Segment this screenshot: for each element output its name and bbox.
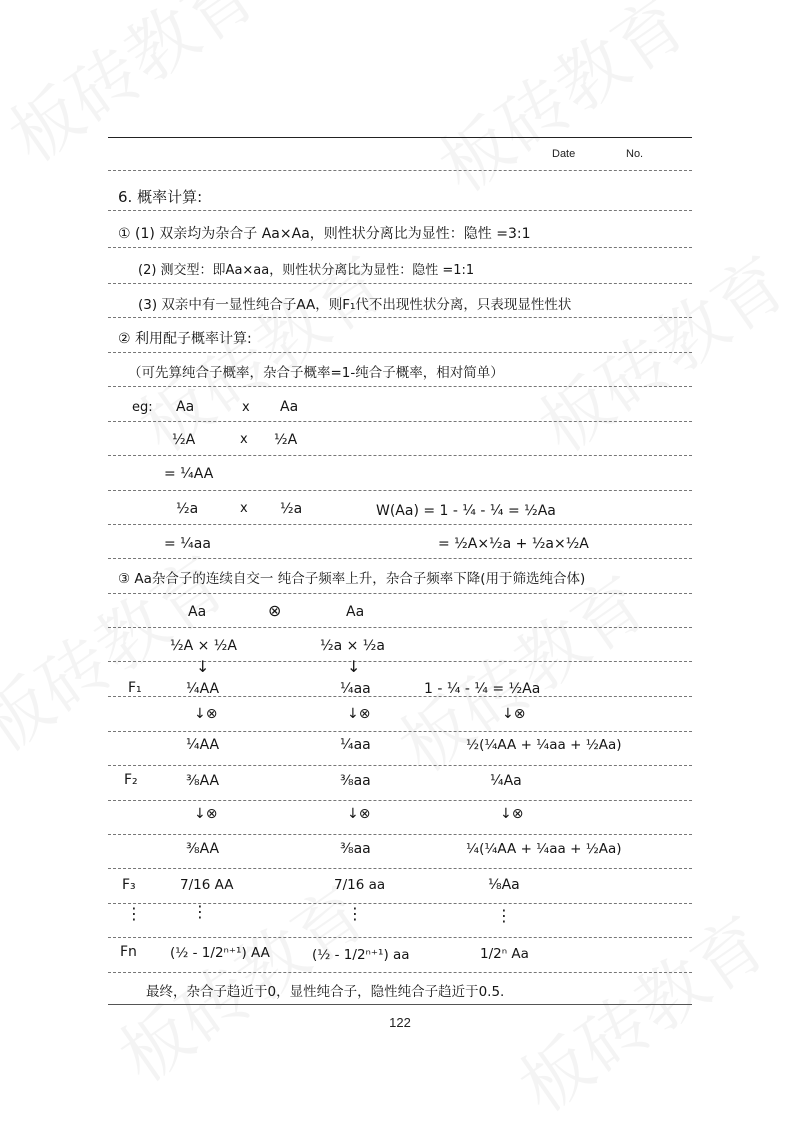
f2-next-AA: ⅜AA: [186, 841, 220, 857]
f1-Aa: 1 - ¼ - ¼ = ½Aa: [424, 681, 541, 697]
watermark: [96, 859, 386, 1102]
ruled-line: [108, 352, 692, 353]
ruled-line: [108, 455, 692, 456]
gen-label-f3: F₃: [122, 877, 136, 893]
parent-right: Aa: [280, 399, 299, 415]
watermark: [416, 0, 703, 212]
point1-line2: (2) 测交型：即Aa×aa，则性状分离比为显性：隐性 =1:1: [138, 263, 475, 278]
gamete-right: ½A: [274, 432, 298, 448]
ruled-line: [108, 834, 692, 835]
point1-line1: ① (1) 双亲均为杂合子 Aa×Aa，则性状分离比为显性：隐性 =3:1: [118, 226, 531, 242]
p3-parent-left: Aa: [188, 604, 207, 620]
f1-next-AA: ¼AA: [186, 737, 220, 753]
cross-symbol: x: [240, 501, 248, 516]
point2-title: ② 利用配子概率计算:: [118, 331, 252, 347]
f3-AA: 7/16 AA: [180, 877, 234, 893]
no-label: No.: [626, 148, 644, 160]
ellipsis: ⋮: [126, 904, 142, 923]
down-arrow-icon: ↓: [347, 657, 361, 676]
page-number: 122: [389, 1015, 411, 1030]
point2-note: （可先算纯合子概率，杂合子概率=1-纯合子概率，相对简单）: [128, 365, 504, 381]
down-arrow-icon: ↓: [196, 657, 210, 676]
f2-next-Aa: ¼(¼AA + ¼aa + ½Aa): [466, 841, 622, 857]
ruled-line: [108, 972, 692, 973]
eg-label: eg:: [132, 400, 153, 415]
self-arrow-icon: ↓⊗: [502, 706, 526, 722]
gamete-left: ½A: [172, 432, 196, 448]
parent-left: Aa: [176, 399, 195, 415]
p3-gamete-left: ½A × ½A: [170, 638, 237, 654]
f1-aa: ¼aa: [340, 681, 371, 697]
ruled-line: [108, 1004, 692, 1005]
f2-aa: ⅜aa: [340, 773, 371, 789]
ruled-line: [108, 627, 692, 628]
result-aa: = ¼aa: [164, 536, 211, 552]
f2-AA: ⅜AA: [186, 773, 220, 789]
ruled-line: [108, 421, 692, 422]
f3-aa: 7/16 aa: [334, 877, 386, 893]
w-formula-expansion: = ½A×½a + ½a×½A: [438, 536, 589, 552]
self-arrow-icon: ↓⊗: [500, 806, 524, 822]
ruled-line: [108, 800, 692, 801]
conclusion: 最终，杂合子趋近于0，显性纯合子，隐性纯合子趋近于0.5.: [146, 984, 505, 1000]
p3-gamete-right: ½a × ½a: [320, 638, 385, 654]
p3-parent-right: Aa: [346, 604, 365, 620]
self-arrow-icon: ↓⊗: [347, 706, 371, 722]
w-formula: W(Aa) = 1 - ¼ - ¼ = ½Aa: [376, 503, 556, 519]
ruled-line: [108, 765, 692, 766]
f1-AA: ¼AA: [186, 681, 220, 697]
point3-title: ③ Aa杂合子的连续自交一 纯合子频率上升，杂合子频率下降(用于筛选纯合体): [118, 571, 586, 587]
f3-Aa: ⅛Aa: [488, 877, 520, 893]
ruled-line: [108, 731, 692, 732]
gamete-a-right: ½a: [280, 501, 303, 517]
f2-next-aa: ⅜aa: [340, 841, 371, 857]
ellipsis: ⋮: [347, 904, 363, 923]
f1-next-aa: ¼aa: [340, 737, 371, 753]
self-arrow-icon: ↓⊗: [347, 806, 371, 822]
watermark: [496, 889, 783, 1132]
cross-symbol: x: [242, 400, 250, 415]
cross-symbol: x: [240, 432, 248, 447]
ruled-line: [108, 937, 692, 938]
point1-line3: (3) 双亲中有一显性纯合子AA，则F₁代不出现性状分离，只表现显性性状: [138, 297, 572, 313]
ruled-line: [108, 490, 692, 491]
gen-label-fn: Fn: [120, 944, 137, 960]
f2-Aa: ¼Aa: [490, 773, 522, 789]
ruled-line: [108, 386, 692, 387]
ruled-line: [108, 283, 692, 284]
self-arrow-icon: ↓⊗: [194, 806, 218, 822]
ruled-line: [108, 868, 692, 869]
self-arrow-icon: ↓⊗: [194, 706, 218, 722]
ruled-line: [108, 317, 692, 318]
ruled-line: [108, 247, 692, 248]
f1-next-Aa: ½(¼AA + ¼aa + ½Aa): [466, 737, 622, 753]
date-label: Date: [552, 148, 576, 160]
gen-label-f1: F₁: [128, 680, 142, 696]
watermark: [516, 229, 800, 472]
ellipsis: ⋮: [496, 906, 512, 925]
section-title: 6. 概率计算:: [118, 188, 203, 206]
ruled-line: [108, 170, 692, 171]
ruled-line: [108, 593, 692, 594]
fn-Aa: 1/2ⁿ Aa: [480, 946, 529, 962]
fn-AA: (½ - 1/2ⁿ⁺¹) AA: [170, 945, 270, 961]
ruled-line: [108, 558, 692, 559]
gamete-a-left: ½a: [176, 501, 199, 517]
ruled-line: [108, 210, 692, 211]
fn-aa: (½ - 1/2ⁿ⁺¹) aa: [312, 947, 410, 963]
selfing-symbol: ⊗: [268, 601, 282, 620]
header-rule: [108, 137, 692, 138]
ruled-line: [108, 524, 692, 525]
result-AA: = ¼AA: [164, 466, 214, 482]
ellipsis: ⋮: [192, 902, 208, 921]
watermark: [0, 0, 274, 182]
gen-label-f2: F₂: [124, 772, 138, 788]
